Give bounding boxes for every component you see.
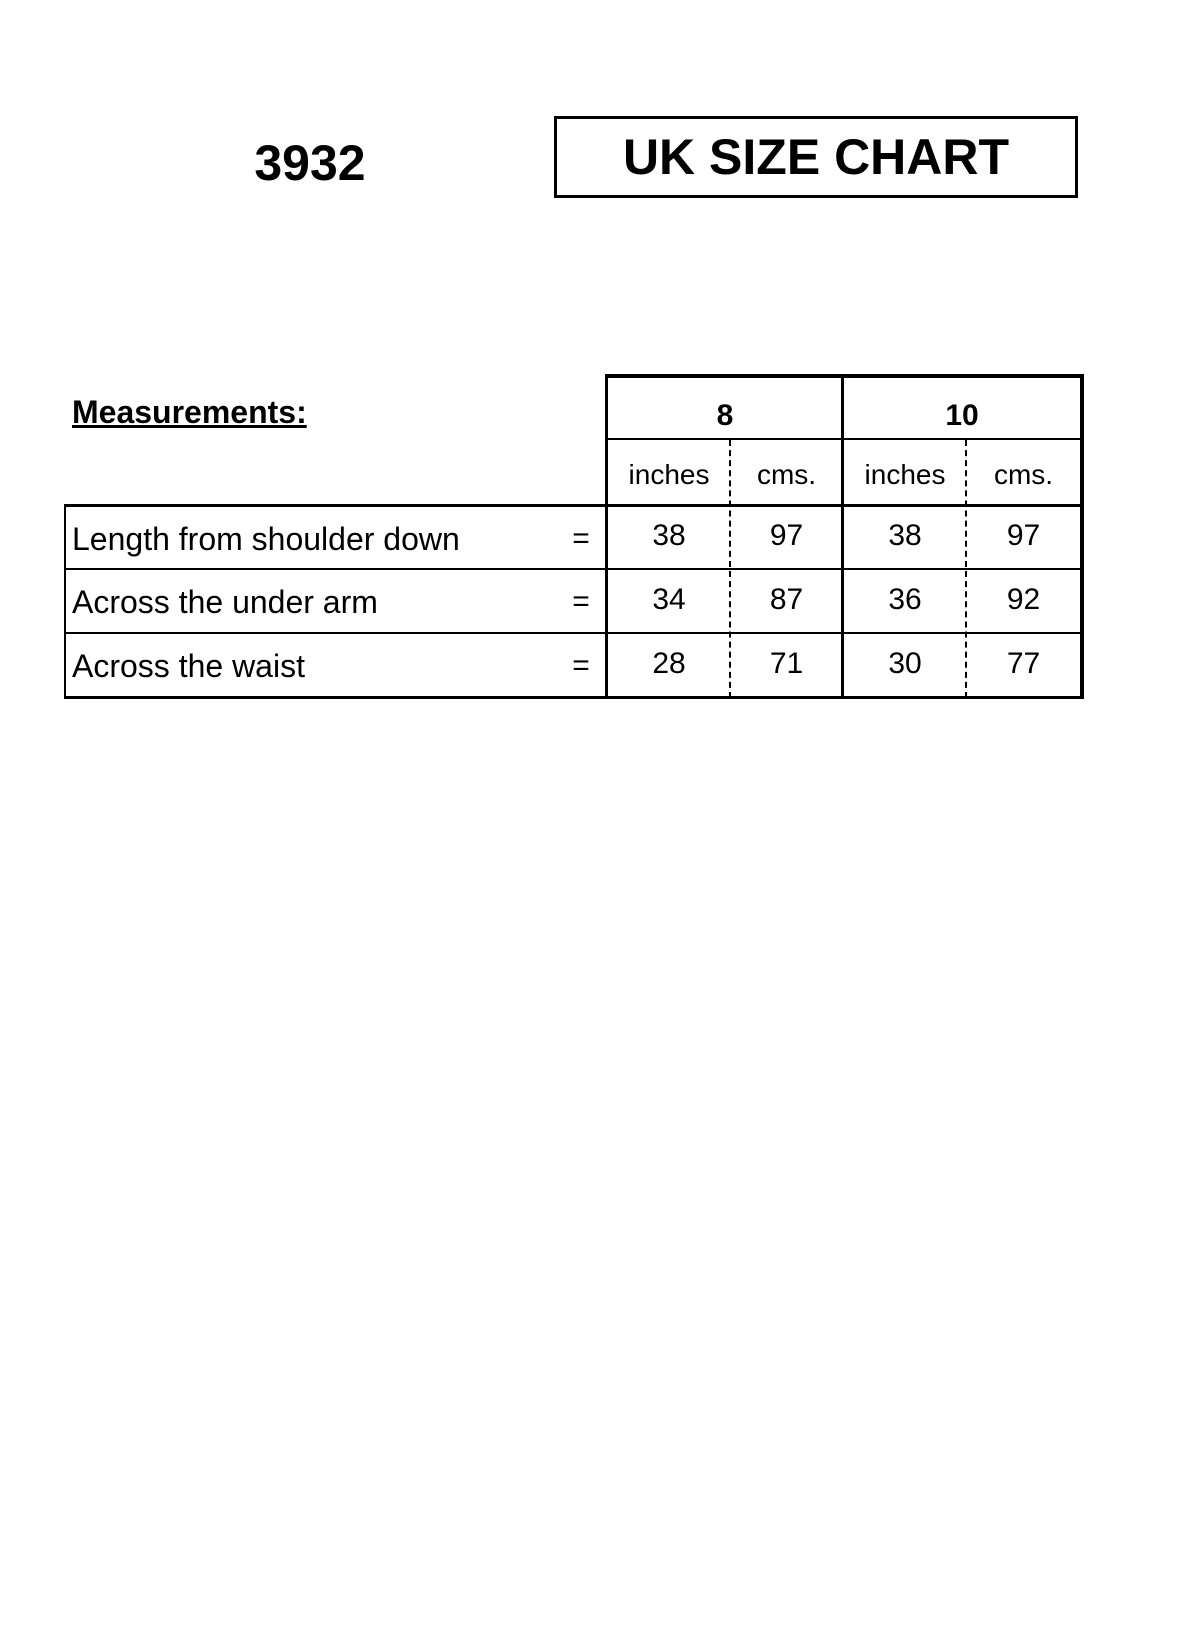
chart-title: UK SIZE CHART	[554, 116, 1078, 198]
table-cell: 38	[652, 519, 686, 552]
table-border	[606, 374, 1084, 378]
table-cell: 30	[888, 647, 922, 680]
table-cell: 28	[652, 647, 686, 680]
size-header-10: 10	[945, 399, 979, 432]
table-cell: 77	[1006, 647, 1041, 680]
unit-header: inches	[864, 459, 946, 490]
size-header-8: 8	[716, 399, 734, 432]
measurements-heading: Measurements:	[72, 394, 307, 430]
table-cell: 36	[888, 583, 922, 616]
unit-header: cms.	[993, 459, 1054, 490]
table-cell: 97	[769, 519, 804, 552]
table-border	[64, 504, 66, 699]
row-label: Across the waist	[72, 648, 305, 684]
row-equals: =	[572, 649, 590, 682]
style-code: 3932	[254, 135, 366, 191]
row-equals: =	[572, 522, 590, 555]
table-cell: 87	[769, 583, 804, 616]
row-equals: =	[572, 585, 590, 618]
table-cell: 71	[769, 647, 804, 680]
table-cell: 34	[652, 583, 686, 616]
table-cell: 97	[1006, 519, 1041, 552]
row-label: Length from shoulder down	[72, 521, 460, 557]
unit-header: cms.	[756, 459, 817, 490]
table-border	[1080, 374, 1084, 699]
table-cell: 92	[1006, 583, 1041, 616]
table-cell: 38	[888, 519, 922, 552]
unit-header: inches	[628, 459, 710, 490]
row-label: Across the under arm	[72, 584, 378, 620]
